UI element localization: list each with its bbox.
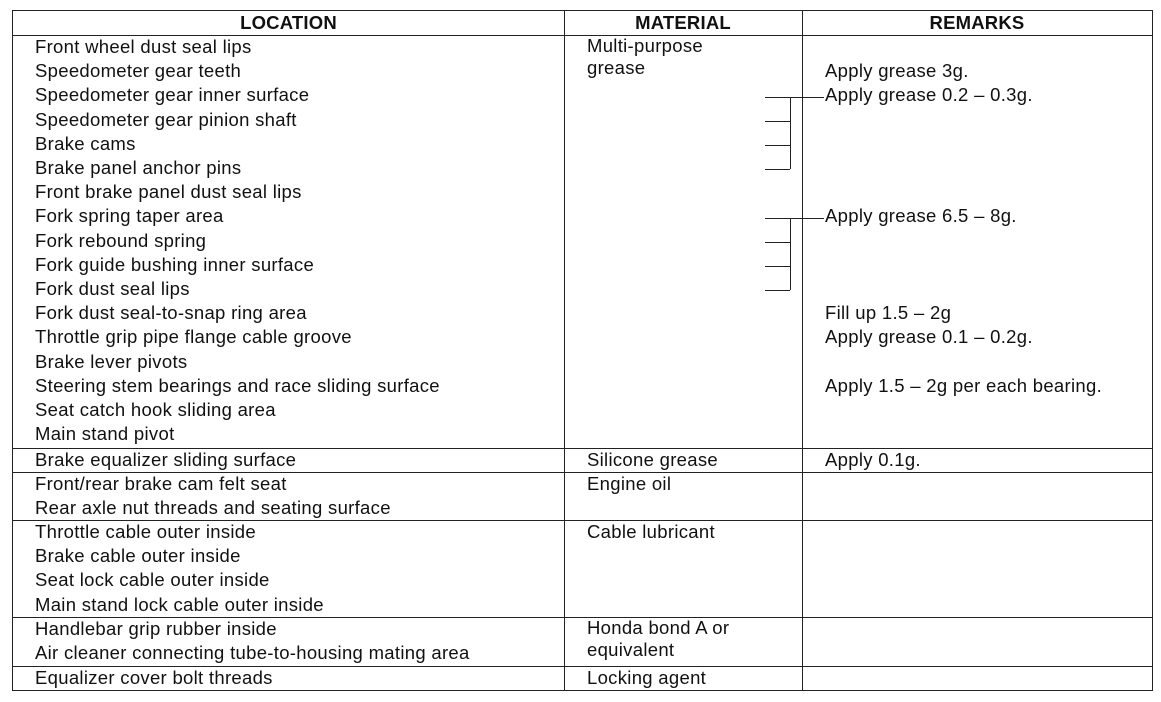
- location-cell: Front brake panel dust seal lips: [35, 181, 302, 203]
- remark-cell: Apply 1.5 – 2g per each bearing.: [825, 374, 1103, 396]
- location-cell: Rear axle nut threads and seating surface: [35, 497, 391, 519]
- remark-cell: Apply grease 0.1 – 0.2g.: [825, 326, 1033, 348]
- location-cell: Speedometer gear inner surface: [35, 84, 310, 106]
- location-cell: Brake equalizer sliding surface: [35, 449, 297, 470]
- location-cell: Brake cams: [35, 132, 136, 154]
- material-cell: grease: [587, 57, 646, 78]
- location-cell: Seat catch hook sliding area: [35, 399, 276, 420]
- material-cell: Locking agent: [587, 667, 707, 688]
- location-cell: Throttle grip pipe flange cable groove: [35, 326, 352, 348]
- location-cell: Main stand pivot: [35, 423, 175, 445]
- location-cell: Front/rear brake cam felt seat: [35, 473, 287, 494]
- material-cell: Multi-purpose: [587, 35, 703, 56]
- remark-cell: Apply grease 0.2 – 0.3g.: [825, 84, 1033, 106]
- location-cell: Fork spring taper area: [35, 205, 224, 227]
- material-cell: Engine oil: [587, 473, 672, 494]
- material-cell: Silicone grease: [587, 449, 718, 470]
- remark-cell: Fill up 1.5 – 2g: [825, 302, 952, 324]
- material-cell: equivalent: [587, 639, 675, 660]
- location-cell: Speedometer gear teeth: [35, 60, 242, 82]
- location-cell: Front wheel dust seal lips: [35, 36, 252, 57]
- location-cell: Equalizer cover bolt threads: [35, 667, 273, 688]
- remark-cell: Apply grease 6.5 – 8g.: [825, 205, 1017, 227]
- location-cell: Air cleaner connecting tube-to-housing mating area: [35, 642, 470, 664]
- location-cell: Steering stem bearings and race sliding surface: [35, 374, 440, 396]
- column-divider: [802, 11, 803, 690]
- remark-cell: Apply 0.1g.: [825, 449, 921, 470]
- location-cell: Fork dust seal lips: [35, 278, 190, 299]
- lubrication-table: [12, 10, 1153, 691]
- location-cell: Throttle cable outer inside: [35, 521, 256, 542]
- location-cell: Brake panel anchor pins: [35, 157, 242, 178]
- material-cell: Cable lubricant: [587, 521, 715, 542]
- location-cell: Brake cable outer inside: [35, 545, 241, 567]
- location-cell: Brake lever pivots: [35, 350, 188, 372]
- column-divider: [564, 11, 565, 690]
- header-location: LOCATION: [240, 12, 337, 33]
- location-cell: Handlebar grip rubber inside: [35, 618, 277, 639]
- header-remarks: REMARKS: [929, 12, 1025, 33]
- location-cell: Fork rebound spring: [35, 229, 207, 251]
- remark-cell: Apply grease 3g.: [825, 60, 969, 82]
- location-cell: Speedometer gear pinion shaft: [35, 108, 297, 130]
- location-cell: Fork dust seal-to-snap ring area: [35, 302, 307, 324]
- header-material: MATERIAL: [635, 12, 731, 33]
- material-cell: Honda bond A or: [587, 617, 730, 638]
- location-cell: Seat lock cable outer inside: [35, 569, 270, 591]
- location-cell: Fork guide bushing inner surface: [35, 253, 315, 275]
- location-cell: Main stand lock cable outer inside: [35, 593, 324, 615]
